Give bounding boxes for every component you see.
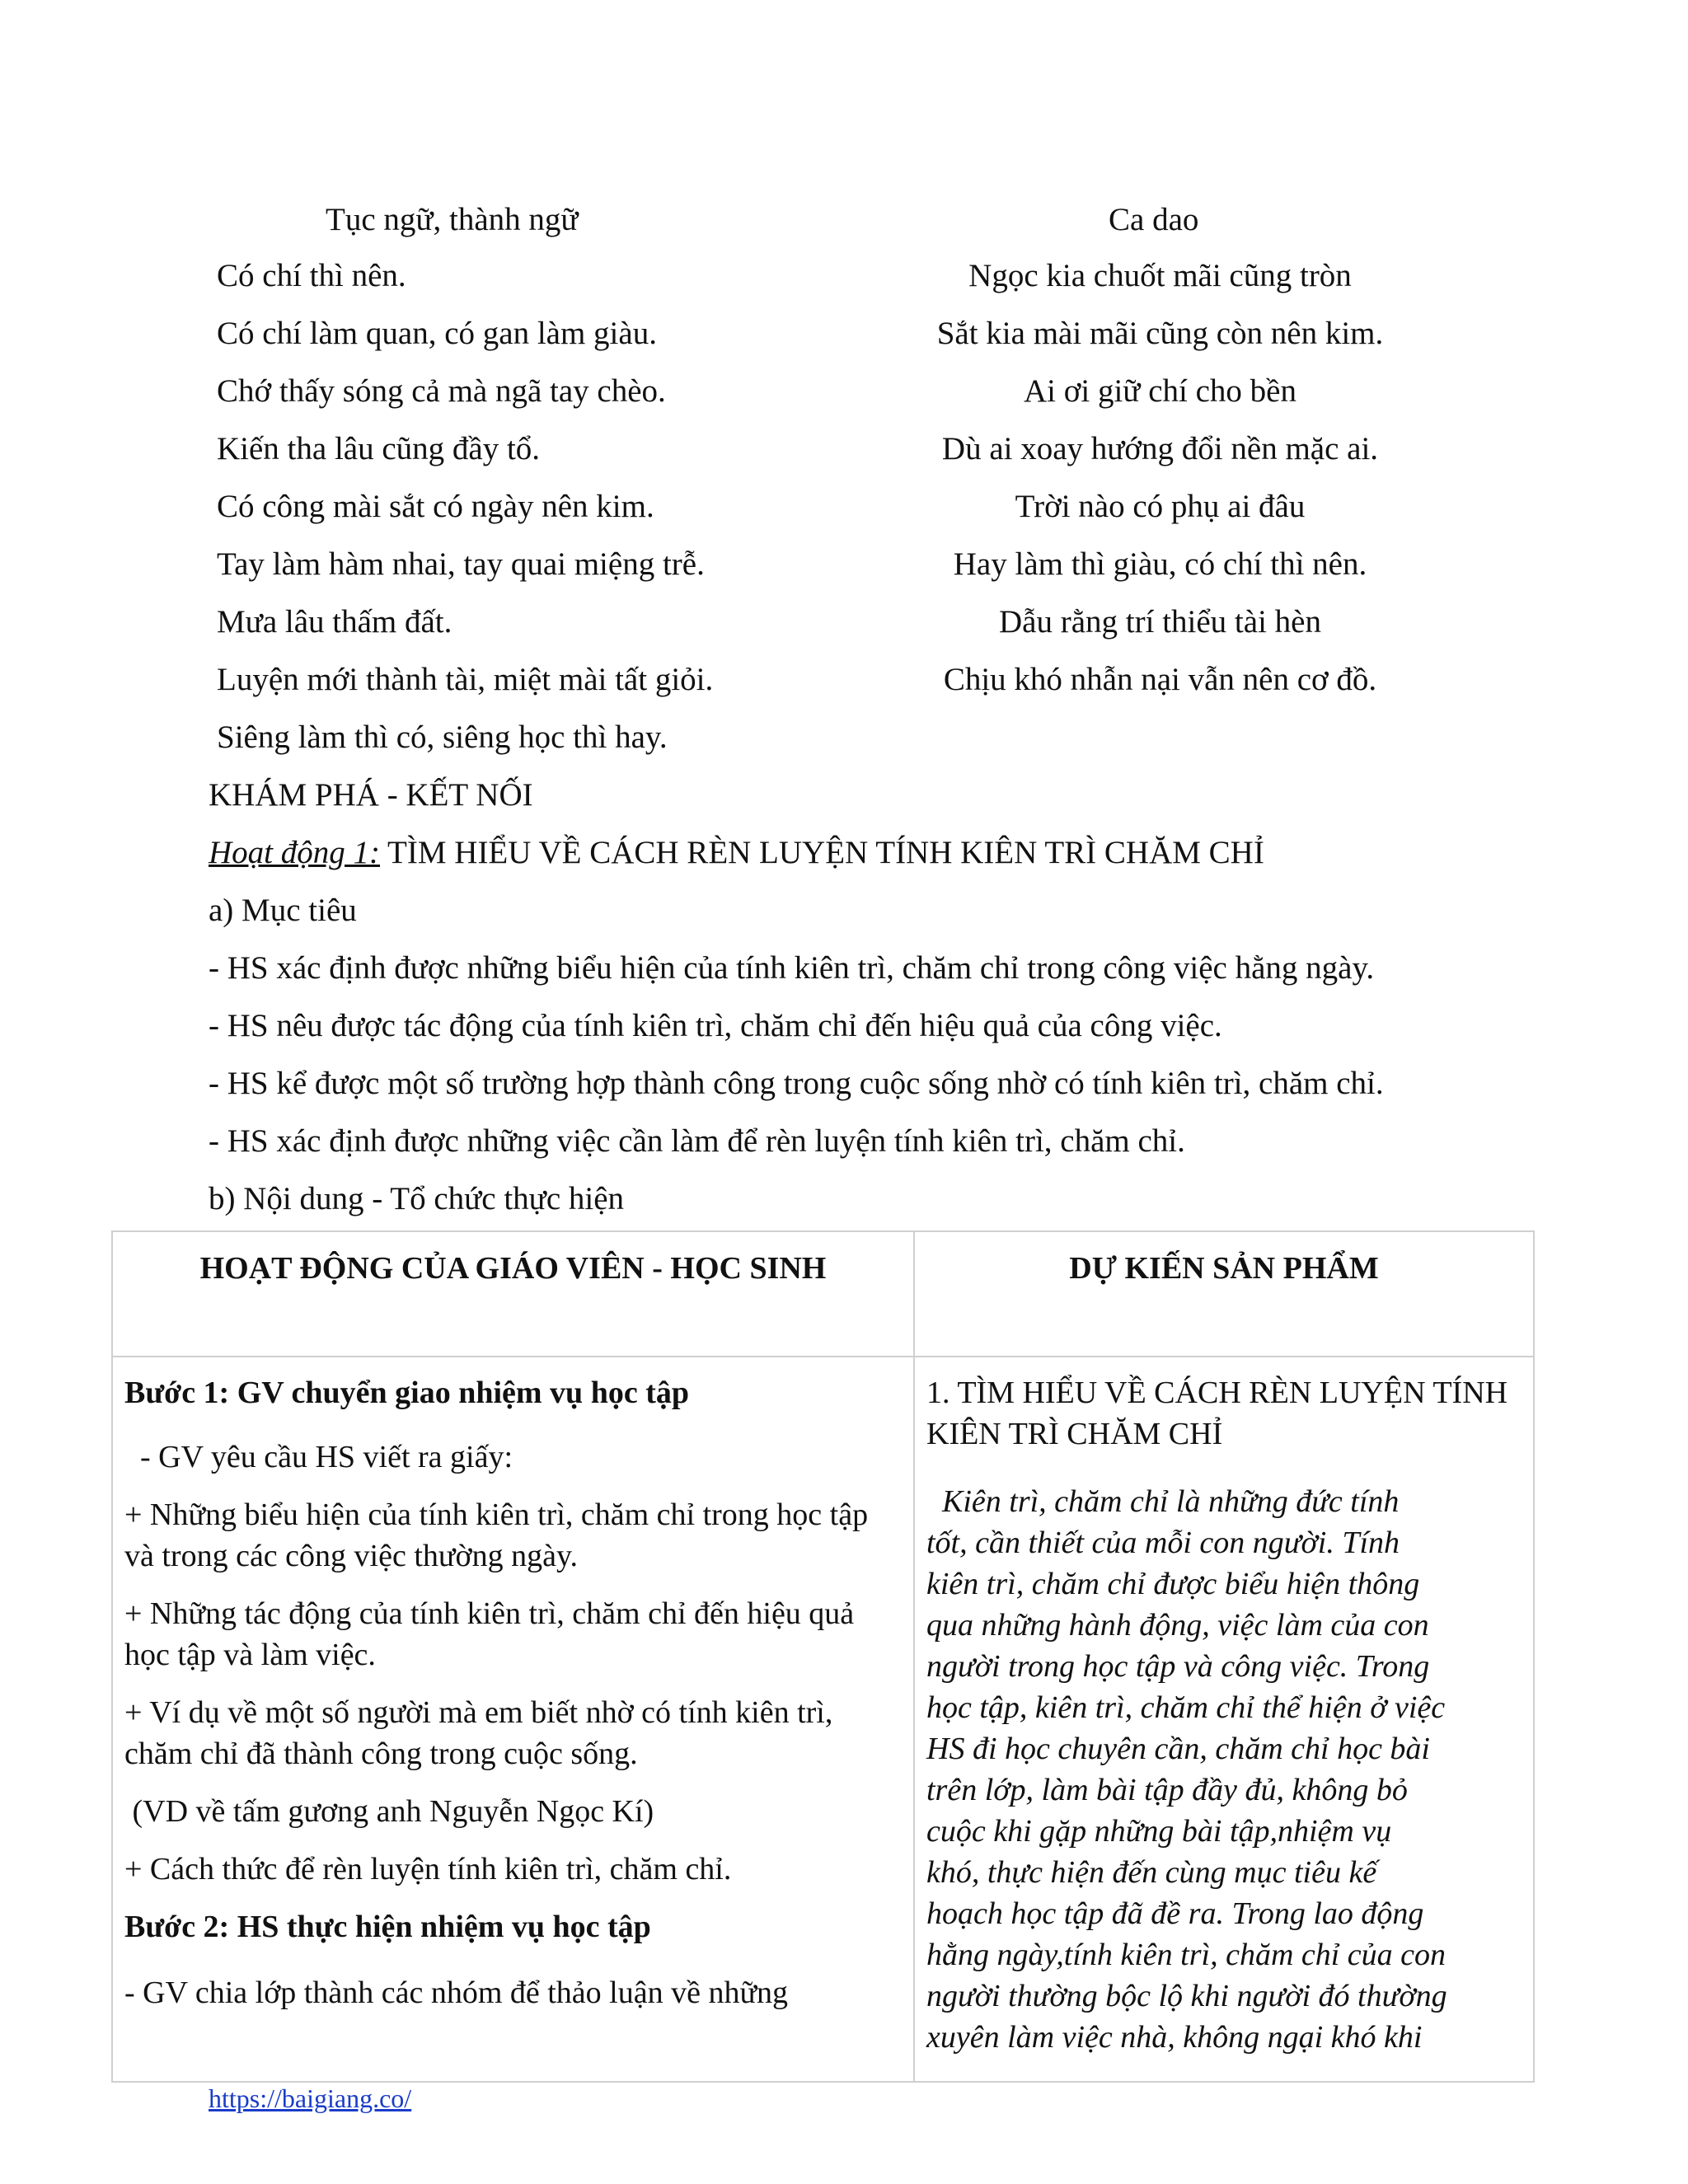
product-text-line: qua những hành động, việc làm của con <box>926 1608 1429 1643</box>
proverb-item: Tay làm hàm nhai, tay quai miệng trễ. <box>217 546 705 582</box>
teacher-student-activities-cell <box>112 1357 914 2082</box>
activity-table <box>111 1230 1535 2083</box>
folk-songs-list <box>894 255 1426 717</box>
product-text-line: học tập, kiên trì, chăm chỉ thể hiện ở việc <box>926 1690 1446 1725</box>
folk-song-line: Sắt kia mài mãi cũng còn nên kim. <box>936 316 1384 351</box>
product-text-line: cuộc khi gặp những bài tập,nhiệm vụ <box>926 1814 1392 1849</box>
footer-link[interactable]: https://baigiang.co/ <box>209 2083 412 2113</box>
goal-item: - HS kể được một số trường hợp thành công trong cuộc sống nhờ có tính kiên trì, chăm chỉ. <box>209 1066 1384 1101</box>
step-2-heading: Bước 2: HS thực hiện nhiệm vụ học tập <box>124 1910 651 1944</box>
folk-song-line: Dẫu rằng trí thiểu tài hèn <box>999 604 1321 640</box>
folk-song-line: Ai ơi giữ chí cho bền <box>1024 373 1296 409</box>
activity-heading <box>209 832 1384 890</box>
goal-item: - HS xác định được những biểu hiện của tính kiên trì, chăm chỉ trong công việc hằng ngày. <box>209 950 1375 986</box>
proverb-item: Có chí làm quan, có gan làm giàu. <box>217 316 657 351</box>
proverb-item: Có chí thì nên. <box>217 258 406 293</box>
proverb-item: Luyện mới thành tài, miệt mài tất giỏi. <box>217 662 714 697</box>
product-text-line: khó, thực hiện đến cùng mục tiêu kế <box>926 1855 1377 1890</box>
expected-products-cell <box>914 1357 1534 2082</box>
product-heading: 1. TÌM HIỂU VỀ CÁCH RÈN LUYỆN TÍNH KIÊN TRÌ CHĂM CHỈ <box>926 1376 1508 1451</box>
section-title: KHÁM PHÁ - KẾT NỐI <box>209 777 533 813</box>
proverb-item: Siêng làm thì có, siêng học thì hay. <box>217 719 668 755</box>
goal-item: - HS nêu được tác động của tính kiên trì, chăm chỉ đến hiệu quả của công việc. <box>209 1008 1222 1043</box>
proverb-item: Chớ thấy sóng cả mà ngã tay chèo. <box>217 373 666 409</box>
task-item: + Những biểu hiện của tính kiên trì, chăm chỉ trong học tập và trong các công việc thường ngày. <box>124 1497 869 1573</box>
step-1-heading: Bước 1: GV chuyển giao nhiệm vụ học tập <box>124 1376 689 1410</box>
goal-item: - HS xác định được những việc cần làm để rèn luyện tính kiên trì, chăm chỉ. <box>209 1123 1185 1159</box>
task-item: + Những tác động của tính kiên trì, chăm chỉ đến hiệu quả học tập và làm việc. <box>124 1596 855 1672</box>
table-header-products: DỰ KIẾN SẢN PHẨM <box>914 1231 1534 1357</box>
product-text-line: hoạch học tập đã đề ra. Trong lao động <box>926 1896 1424 1931</box>
task-item: + Ví dụ về một số người mà em biết nhờ có tính kiên trì, chăm chỉ đã thành công trong cuộc sống. <box>124 1695 833 1771</box>
product-text-line: Kiên trì, chăm chỉ là những đức tính <box>926 1484 1400 1519</box>
product-text-line: HS đi học chuyên cần, chăm chỉ học bài <box>926 1732 1430 1766</box>
folk-song-line: Chịu khó nhẫn nại vẫn nên cơ đồ. <box>943 662 1377 697</box>
group-instruction: - GV chia lớp thành các nhóm để thảo luận về những <box>124 1975 789 2010</box>
table-header-activities: HOẠT ĐỘNG CỦA GIÁO VIÊN - HỌC SINH <box>112 1231 914 1357</box>
activity-label: Hoạt động 1: <box>209 835 380 870</box>
product-text-line: xuyên làm việc nhà, không ngại khó khi <box>926 2020 1423 2055</box>
folk-song-line: Ngọc kia chuốt mãi cũng tròn <box>968 258 1352 293</box>
content-label: b) Nội dung - Tổ chức thực hiện <box>209 1181 625 1216</box>
product-text-line: kiên trì, chăm chỉ được biểu hiện thông <box>926 1567 1420 1601</box>
activity-section <box>209 775 1384 1236</box>
task-item: + Cách thức để rèn luyện tính kiên trì, chăm chỉ. <box>124 1852 732 1886</box>
product-text-line: hằng ngày,tính kiên trì, chăm chỉ của con <box>926 1938 1447 1972</box>
task-intro: - GV yêu cầu HS viết ra giấy: <box>124 1440 513 1474</box>
proverb-item: Kiến tha lâu cũng đầy tổ. <box>217 431 541 466</box>
product-text-line: trên lớp, làm bài tập đầy đủ, không bỏ <box>926 1773 1408 1807</box>
proverb-item: Mưa lâu thấm đất. <box>217 604 452 640</box>
product-text-line: tốt, cần thiết của mỗi con người. Tính <box>926 1526 1400 1560</box>
goal-label: a) Mục tiêu <box>209 893 357 928</box>
folk-song-line: Trời nào có phụ ai đâu <box>1015 489 1306 524</box>
proverb-item: Có công mài sắt có ngày nên kim. <box>217 489 654 524</box>
activity-title: TÌM HIỂU VỀ CÁCH RÈN LUYỆN TÍNH KIÊN TRÌ CHĂM CHỈ <box>380 835 1264 870</box>
proverbs-heading: Tục ngữ, thành ngữ <box>326 202 579 237</box>
example-note: (VD về tấm gương anh Nguyễn Ngọc Kí) <box>124 1794 654 1829</box>
proverbs-list <box>217 255 713 775</box>
product-text-line: người thường bộc lộ khi người đó thường <box>926 1979 1447 2013</box>
folk-song-line: Hay làm thì giàu, có chí thì nên. <box>953 546 1367 582</box>
folk-songs-heading: Ca dao <box>1109 202 1199 237</box>
folk-song-line: Dù ai xoay hướng đổi nền mặc ai. <box>941 431 1379 466</box>
product-text-line: người trong học tập và công việc. Trong <box>926 1649 1430 1684</box>
